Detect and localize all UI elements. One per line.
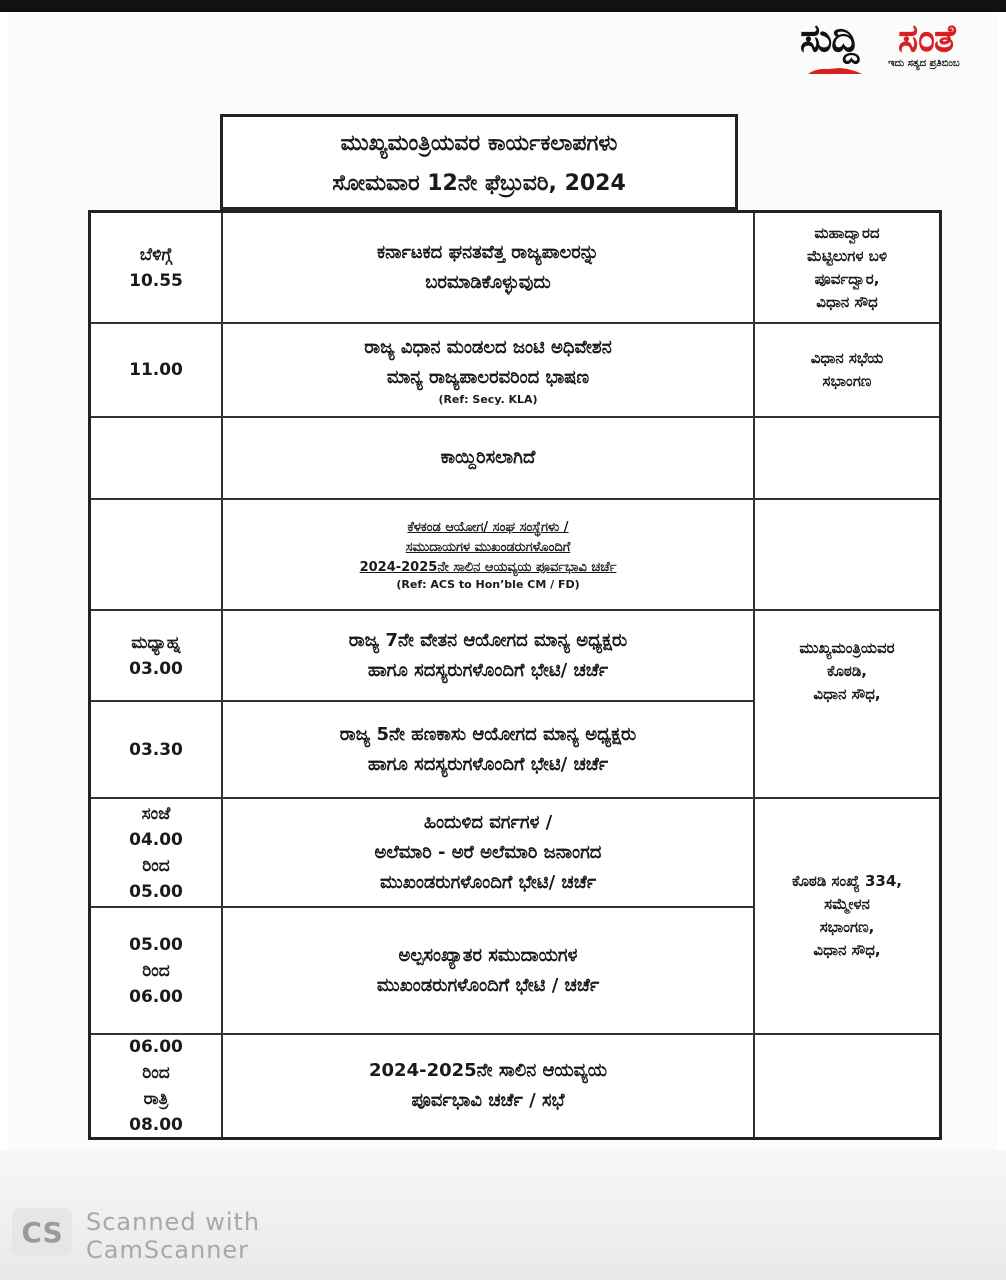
time-text: 03.00 <box>129 658 183 679</box>
event-text: ಅಲೆಮಾರಿ - ಅರೆ ಅಲೆಮಾರಿ ಜನಾಂಗದ <box>374 841 602 863</box>
table-row-event <box>223 908 753 1033</box>
time-text: ರಾತ್ರಿ <box>143 1089 169 1109</box>
location-text: ಮುಖ್ಯಮಂತ್ರಿಯವರ <box>799 638 895 657</box>
scanner-line-1: Scanned with <box>86 1208 261 1236</box>
top-edge <box>0 0 1006 12</box>
event-text: ಮುಖಂಡರುಗಳೊಂದಿಗೆ ಭೇಟಿ/ ಚರ್ಚೆ <box>379 871 597 893</box>
location-text: ವಿಧಾನ ಸೌಧ <box>816 292 878 311</box>
schedule-date: ಸೋಮವಾರ 12ನೇ ಫೆಬ್ರುವರಿ, 2024 <box>332 171 626 196</box>
table-row-event <box>223 1035 753 1137</box>
table-row-event <box>223 799 753 906</box>
table-row-location <box>755 799 939 1033</box>
time-text: 03.30 <box>129 739 183 760</box>
location-text: ಮಹಾದ್ವಾರದ <box>814 223 880 242</box>
location-text: ಪೂರ್ವದ್ವಾರ, <box>814 269 880 288</box>
location-text: ವಿಧಾನ ಸೌಧ, <box>813 684 881 703</box>
location-text: ವಿಧಾನ ಸೌಧ, <box>813 941 881 959</box>
table-row-time <box>91 702 221 797</box>
location-text: ಕೊಠಡಿ ಸಂಖ್ಯೆ 334, <box>792 872 902 890</box>
table-row-location <box>755 213 939 322</box>
time-text: 08.00 <box>129 1115 183 1135</box>
event-text: ಕೆಳಕಂಡ ಆಯೋಗ/ ಸಂಘ ಸಂಸ್ಥೆಗಳು / <box>407 519 569 535</box>
event-text: ಹಾಗೂ ಸದಸ್ಯರುಗಳೊಂದಿಗೆ ಭೇಟಿ/ ಚರ್ಚೆ <box>367 659 609 681</box>
table-row-time <box>91 213 221 322</box>
table-row-event <box>223 324 753 416</box>
location-text: ಕೊಠಡಿ, <box>826 661 867 680</box>
event-text: ಹಾಗೂ ಸದಸ್ಯರುಗಳೊಂದಿಗೆ ಭೇಟಿ/ ಚರ್ಚೆ <box>367 753 609 775</box>
time-text: 10.55 <box>129 270 183 291</box>
time-text: ರಿಂದ <box>142 855 170 876</box>
event-text: ಹಿಂದುಳಿದ ವರ್ಗಗಳ / <box>423 811 553 833</box>
reference-text: (Ref: ACS to Hon’ble CM / FD) <box>396 577 580 591</box>
table-row-event <box>223 500 753 609</box>
row-divider <box>753 416 939 418</box>
table-row-time <box>91 908 221 1033</box>
time-text: 11.00 <box>129 360 183 380</box>
table-row-event <box>223 611 753 700</box>
table-row-location <box>755 324 939 416</box>
time-text: ಬೆಳಿಗ್ಗೆ <box>139 244 173 265</box>
event-text: ಮುಖಂಡರುಗಳೊಂದಿಗೆ ಭೇಟಿ / ಚರ್ಚೆ <box>376 974 600 996</box>
table-row-time <box>91 611 221 700</box>
row-divider <box>753 1033 939 1035</box>
table-row-time <box>91 324 221 416</box>
logo-tagline: ಇದು ಸತ್ಯದ ಪ್ರತಿಬಿಂಬ <box>888 58 960 69</box>
scanner-logo-icon: CS <box>12 1208 72 1256</box>
event-text: 2024-2025ನೇ ಸಾಲಿನ ಆಯವ್ಯಯ <box>369 1060 607 1081</box>
event-text: ಸಮುದಾಯಗಳ ಮುಖಂಡರುಗಳೊಂದಿಗೆ <box>405 539 571 555</box>
time-text: ರಿಂದ <box>142 960 170 981</box>
row-divider <box>753 498 939 500</box>
table-row-time <box>91 799 221 906</box>
scanner-watermark <box>86 1208 260 1264</box>
car-icon <box>806 66 866 76</box>
event-text: ಕಾಯ್ದಿರಿಸಲಾಗಿದೆ <box>440 447 536 468</box>
table-row-event <box>223 213 753 322</box>
table-row-event <box>223 702 753 797</box>
time-text: 05.00 <box>129 881 183 902</box>
time-text: 06.00 <box>129 1037 183 1057</box>
page-title: ಮುಖ್ಯಮಂತ್ರಿಯವರ ಕಾರ್ಯಕಲಾಪಗಳು <box>340 131 618 156</box>
time-text: 04.00 <box>129 829 183 850</box>
event-text: ಪೂರ್ವಭಾವಿ ಚರ್ಚೆ / ಸಭೆ <box>411 1090 565 1111</box>
time-text: 06.00 <box>129 986 183 1007</box>
table-row-time <box>91 1035 221 1137</box>
reference-text: (Ref: Secy. KLA) <box>438 393 538 406</box>
logo-word-2: ಸಂತೆ <box>898 16 955 60</box>
schedule-table <box>88 210 942 1140</box>
location-text: ವಿಧಾನ ಸಭೆಯ <box>810 349 884 367</box>
table-row-event <box>223 418 753 498</box>
location-text: ಮೆಟ್ಟಿಲುಗಳ ಬಳಿ <box>806 246 888 265</box>
event-text: ಕರ್ನಾಟಕದ ಘನತವೆತ್ತ ರಾಜ್ಯಪಾಲರನ್ನು <box>377 241 599 263</box>
event-text: ಬರಮಾಡಿಕೊಳ್ಳುವುದು <box>425 271 551 293</box>
logo-word-1: ಸುದ್ದಿ <box>800 16 859 60</box>
time-text: ರಿಂದ <box>142 1063 170 1083</box>
location-text: ಸಭಾಂಗಣ, <box>819 918 875 936</box>
time-text: ಮಧ್ಯಾಹ್ನ <box>131 632 181 653</box>
event-text: ರಾಜ್ಯ ವಿಧಾನ ಮಂಡಲದ ಜಂಟಿ ಅಧಿವೇಶನ <box>364 337 612 358</box>
scanner-line-2: CamScanner <box>86 1236 250 1264</box>
brand-logo <box>800 16 1000 76</box>
table-row-location <box>755 611 939 731</box>
event-text: 2024-2025ನೇ ಸಾಲಿನ ಆಯವ್ಯಯ ಪೂರ್ವಭಾವಿ ಚರ್ಚೆ <box>359 559 617 575</box>
location-text: ಸಮ್ಮೇಳನ <box>824 895 870 913</box>
event-text: ಮಾನ್ಯ ರಾಜ್ಯಪಾಲರವರಿಂದ ಭಾಷಣ <box>386 367 590 388</box>
time-text: 05.00 <box>129 934 183 955</box>
event-text: ರಾಜ್ಯ 5ನೇ ಹಣಕಾಸು ಆಯೋಗದ ಮಾನ್ಯ ಅಧ್ಯಕ್ಷರು <box>339 723 637 745</box>
event-text: ರಾಜ್ಯ 7ನೇ ವೇತನ ಆಯೋಗದ ಮಾನ್ಯ ಅಧ್ಯಕ್ಷರು <box>348 629 628 651</box>
event-text: ಅಲ್ಪಸಂಖ್ಯಾತರ ಸಮುದಾಯಗಳ <box>398 944 578 966</box>
schedule-title-box <box>220 114 738 210</box>
time-text: ಸಂಜೆ <box>141 803 171 824</box>
location-text: ಸಭಾಂಗಣ <box>822 372 872 390</box>
